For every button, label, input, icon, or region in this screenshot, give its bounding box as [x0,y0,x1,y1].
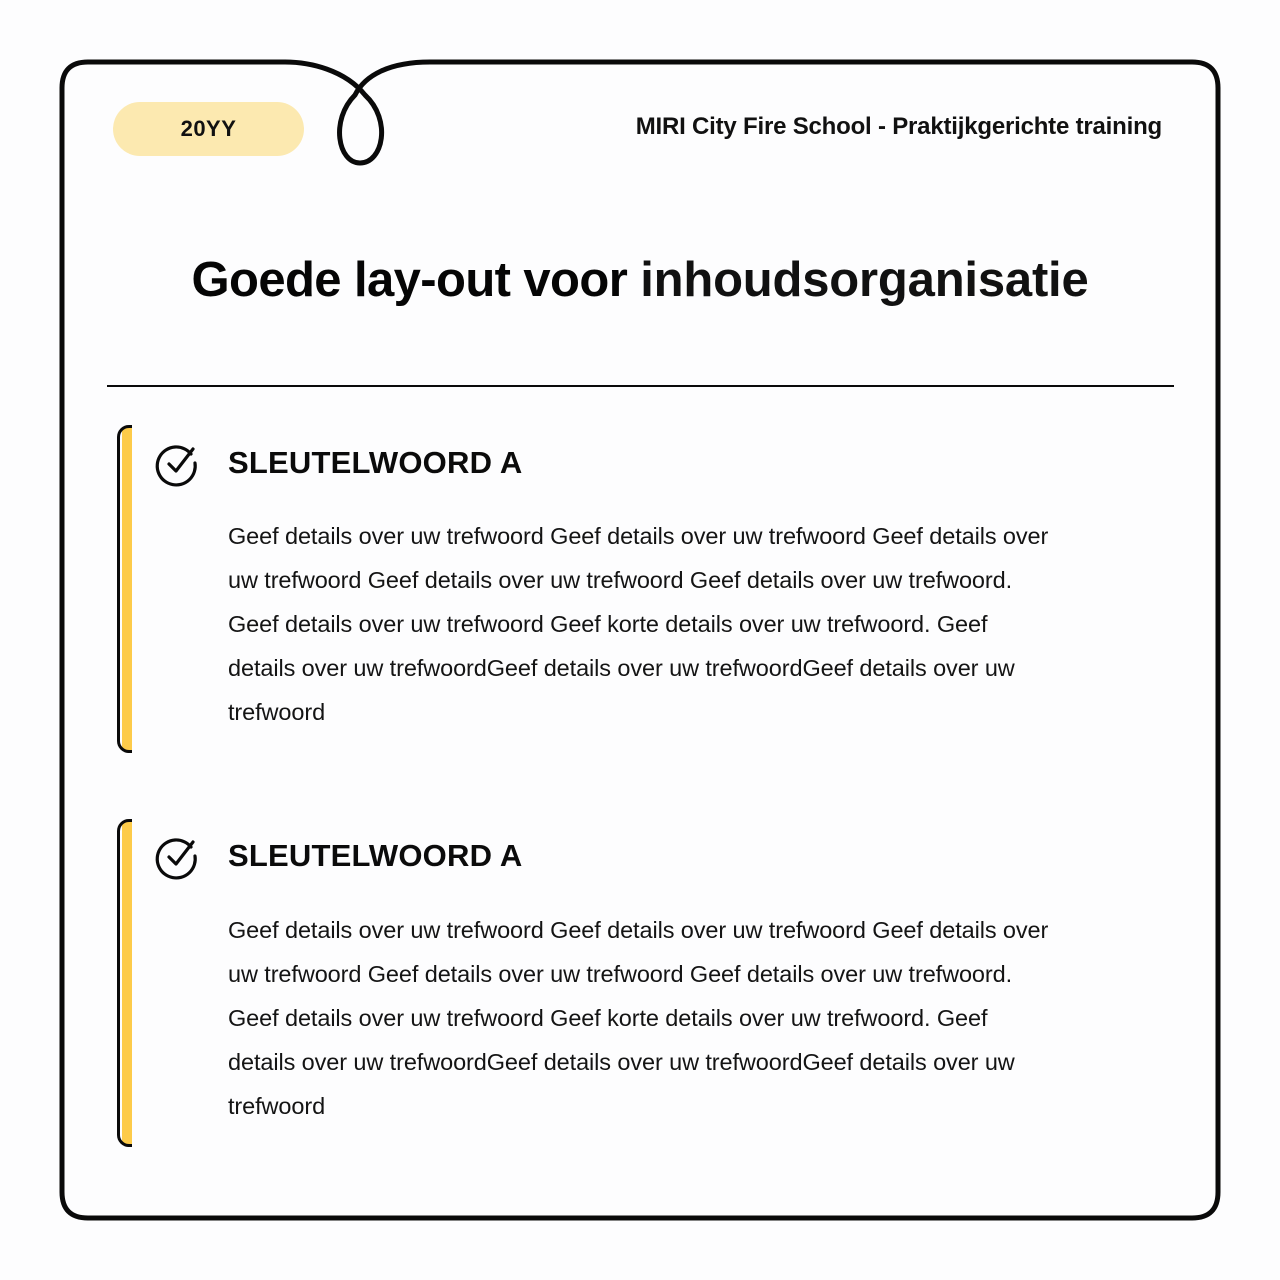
keyword-section [117,819,1177,1147]
page-title-regular: inhoudsorganisatie [640,253,1089,307]
accent-bar [117,819,132,1147]
body-line: uw trefwoord Geef details over uw trefwoord Geef details over uw trefwoord. [228,567,1013,593]
year-badge [113,102,304,156]
body-line: Geef details over uw trefwoord Geef details over uw trefwoord Geef details over [228,523,1049,549]
body-line: Geef details over uw trefwoord Geef details over uw trefwoord Geef details over [228,917,1049,943]
section-heading: SLEUTELWOORD A [228,445,523,480]
page-title [0,250,1280,310]
keyword-section [117,425,1177,753]
divider [107,385,1174,387]
section-body [228,908,1168,1128]
body-line: details over uw trefwoordGeef details over uw trefwoordGeef details over uw [228,655,1015,681]
body-line: Geef details over uw trefwoord Geef korte details over uw trefwoord. Geef [228,1005,988,1031]
body-line: details over uw trefwoordGeef details over uw trefwoordGeef details over uw [228,1049,1015,1075]
section-heading: SLEUTELWOORD A [228,838,523,873]
body-line: uw trefwoord Geef details over uw trefwoord Geef details over uw trefwoord. [228,961,1013,987]
body-line: trefwoord [228,699,326,725]
section-body [228,514,1168,734]
body-line: trefwoord [228,1093,326,1119]
school-title: MIRI City Fire School - Praktijkgerichte training [635,113,1162,140]
body-line: Geef details over uw trefwoord Geef korte details over uw trefwoord. Geef [228,611,988,637]
check-circle-icon [155,442,201,488]
check-circle-icon [155,835,201,881]
year-badge-label: 20YY [180,116,237,141]
page-title-bold: Goede lay-out voor [191,253,628,307]
accent-bar [117,425,132,753]
